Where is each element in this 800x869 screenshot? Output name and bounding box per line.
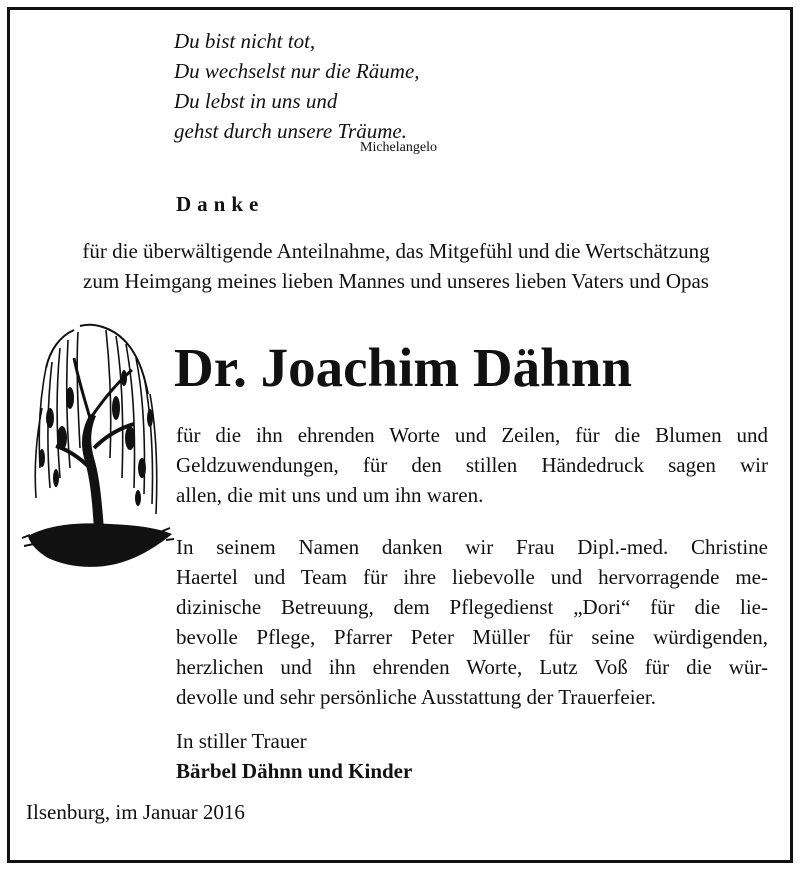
closing — [176, 726, 412, 786]
paragraph-line: dizinische Betreuung, dem Pflegedienst „Dori“ für die lie- — [176, 595, 768, 619]
thanks-paragraph-1 — [176, 420, 768, 510]
intro-line: für die überwältigende Anteilnahme, das Mitgefühl und die Wertschätzung — [82, 239, 710, 263]
paragraph-line: herzlichen und ihn ehrenden Worte, Lutz Voß für die wür- — [176, 655, 768, 679]
poem-line: Du lebst in uns und — [174, 89, 338, 113]
paragraph-line: Haertel und Team für ihre liebevolle und hervorragende me- — [176, 565, 768, 589]
poem-line: Du wechselst nur die Räume, — [174, 59, 420, 83]
paragraph-line: devolle und sehr persönliche Ausstattung der Trauerfeier. — [176, 685, 656, 709]
thanks-paragraph-2 — [176, 532, 768, 712]
paragraph-line: bevolle Pflege, Pfarrer Peter Müller für seine würdigenden, — [176, 625, 768, 649]
signers: Bärbel Dähnn und Kinder — [176, 759, 413, 783]
paragraph-line: allen, die mit uns und um ihn waren. — [176, 483, 484, 507]
place-date: Ilsenburg, im Januar 2016 — [26, 800, 245, 824]
paragraph-line: für die ihn ehrenden Worte und Zeilen, für die Blumen und — [176, 423, 768, 447]
poem-line: Du bist nicht tot, — [174, 29, 316, 53]
poem-line: gehst durch unsere Träume. — [174, 119, 407, 143]
heading-danke: Danke — [176, 192, 265, 216]
poem-author: Michelangelo — [360, 140, 437, 155]
paragraph-line: In seinem Namen danken wir Frau Dipl.-med. Christine — [176, 535, 768, 559]
intro-line: zum Heimgang meines lieben Mannes und unseres lieben Vaters und Opas — [83, 269, 709, 293]
poem — [174, 26, 420, 146]
closing-greeting: In stiller Trauer — [176, 729, 307, 753]
weeping-willow-icon — [20, 318, 178, 588]
intro-text — [24, 236, 768, 296]
paragraph-line: Geldzuwendungen, für den stillen Händedruck sagen wir — [176, 453, 768, 477]
deceased-name: Dr. Joachim Dähnn — [174, 337, 632, 398]
